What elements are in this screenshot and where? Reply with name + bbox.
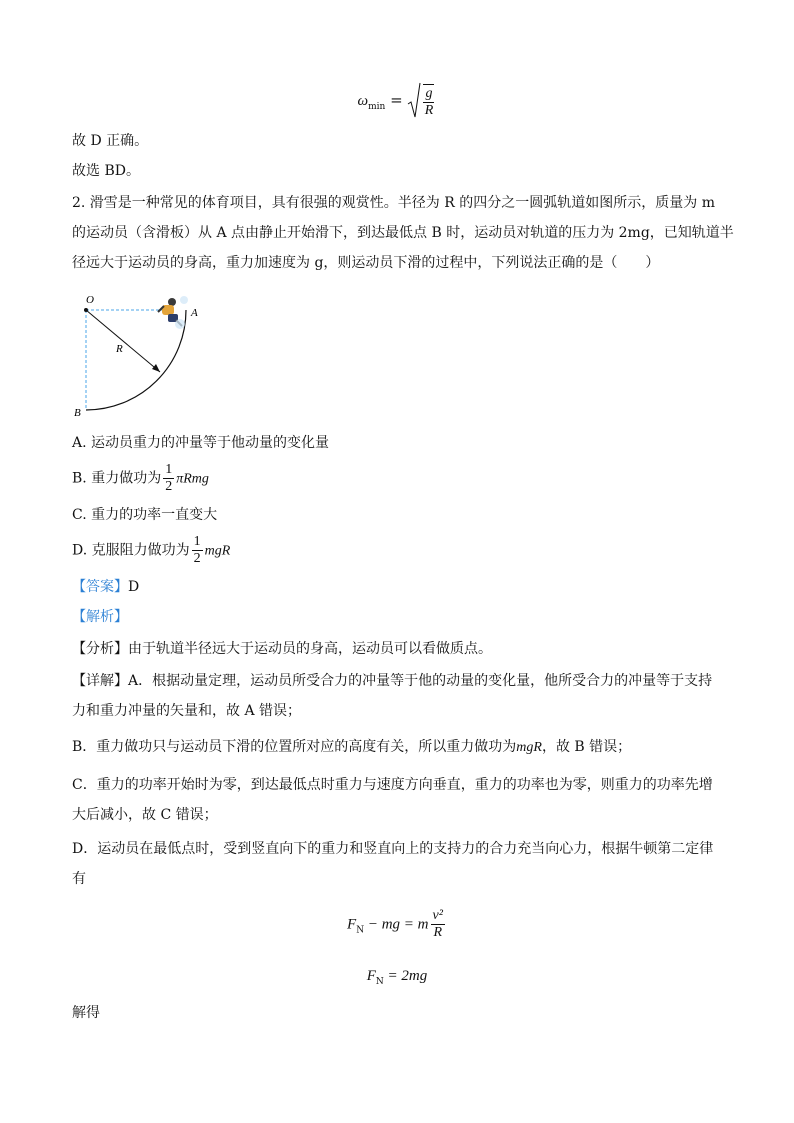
eq1-num: v²: [432, 908, 443, 923]
detail-c-line-2: 大后减小，故 C 错误；: [72, 807, 218, 823]
label-A: A: [191, 307, 198, 319]
option-b-den: 2: [165, 479, 173, 494]
answer-tag: 【答案】: [72, 579, 128, 595]
detail-b-prefix: B．重力做功只与运动员下滑的位置所对应的高度有关，所以重力做功为: [72, 739, 517, 755]
eq1-sub: N: [356, 925, 365, 936]
answer-line: [72, 578, 139, 596]
detail-d-line-2: 有: [72, 871, 86, 887]
arc-track: [86, 310, 186, 410]
option-d-suffix: mgR: [204, 543, 231, 559]
question-line-3: 径远大于运动员的身高，重力加速度为 g，则运动员下滑的过程中，下列说法正确的是（ ）: [72, 255, 660, 271]
sqrt-fraction: [423, 84, 434, 119]
fenxi-text: 由于轨道半径远大于运动员的身高，运动员可以看做质点。: [128, 641, 492, 657]
eq2-sub: N: [375, 977, 384, 987]
detail-b-line: [72, 738, 631, 757]
skier-icon: [158, 296, 188, 329]
equals-sign: =: [390, 91, 403, 109]
label-B: B: [74, 407, 81, 419]
detail-c-line-1: C．重力的功率开始时为零，到达最低点时重力与速度方向垂直，重力的功率也为零，则重力的功率先增: [72, 777, 713, 793]
option-d-prefix: D. 克服阻力做功为: [72, 542, 190, 559]
detail-tag: 【详解】: [72, 673, 128, 689]
eq2-lhs: F: [366, 968, 376, 984]
quarter-circle-track-figure: [72, 292, 212, 422]
option-c: C. 重力的功率一直变大: [72, 507, 218, 523]
fraction-numerator: g: [425, 85, 433, 101]
option-b-num: 1: [165, 462, 173, 477]
omega-subscript: min: [368, 102, 386, 112]
label-O: O: [86, 294, 94, 306]
detail-b-suffix: ，故 B 错误；: [541, 739, 632, 755]
option-d-fraction: [192, 534, 203, 567]
center-point: [84, 308, 88, 312]
label-R: R: [116, 343, 123, 355]
analysis-tag: 【解析】: [72, 609, 128, 625]
line-d-correct: 故 D 正确。: [72, 133, 149, 149]
fenxi-tag: 【分析】: [72, 641, 128, 657]
option-b-suffix: πRmg: [176, 471, 209, 487]
detail-a-line-1: [72, 672, 712, 690]
radius-arrow-line: [86, 310, 160, 372]
option-d-den: 2: [193, 551, 201, 566]
fraction-denominator: R: [424, 102, 434, 118]
eq1-lhs: F: [347, 916, 357, 933]
detail-a-text-1: A．根据动量定理，运动员所受合力的冲量等于他的动量的变化量，他所受合力的冲量等于支持: [128, 673, 713, 689]
jiede-line: 解得: [72, 1005, 100, 1021]
option-d: [72, 534, 230, 567]
omega-symbol: ω: [357, 93, 369, 109]
option-b-prefix: B. 重力做功为: [72, 470, 162, 487]
fenxi-line: [72, 640, 492, 658]
question-line-1: 2. 滑雪是一种常见的体育项目，具有很强的观赏性。半径为 R 的四分之一圆弧轨道如图所示，质量为 m: [72, 195, 715, 211]
eq1-mid: − mg = m: [364, 916, 429, 933]
detail-d-line-1: D．运动员在最低点时，受到竖直向下的重力和竖直向上的支持力的合力充当向心力，根据牛顿第二定律: [72, 841, 714, 857]
radical-icon: [407, 82, 421, 120]
eq2-rhs: = 2mg: [383, 968, 428, 984]
omega-min-formula: [0, 82, 794, 120]
normal-force-equation: [0, 966, 794, 987]
line-choose-bd: 故选 BD。: [72, 163, 140, 179]
detail-a-line-2: 力和重力冲量的矢量和，故 A 错误；: [72, 703, 302, 719]
analysis-heading: [72, 608, 128, 626]
newton-equation: [0, 908, 794, 941]
arrow-head-icon: [152, 364, 160, 372]
answer-value: D: [128, 579, 140, 595]
option-a: A. 运动员重力的冲量等于他动量的变化量: [72, 435, 330, 451]
option-b: [72, 462, 209, 495]
question-line-2: 的运动员（含滑板）从 A 点由静止开始滑下，到达最低点 B 时，运动员对轨道的压力为 2mg，已知轨道半: [72, 225, 734, 241]
option-d-num: 1: [193, 534, 201, 549]
eq1-den: R: [433, 925, 442, 940]
detail-b-math: mgR: [516, 740, 542, 755]
eq1-fraction: [431, 908, 445, 941]
sqrt-sign: [407, 82, 421, 120]
option-b-fraction: [163, 462, 174, 495]
